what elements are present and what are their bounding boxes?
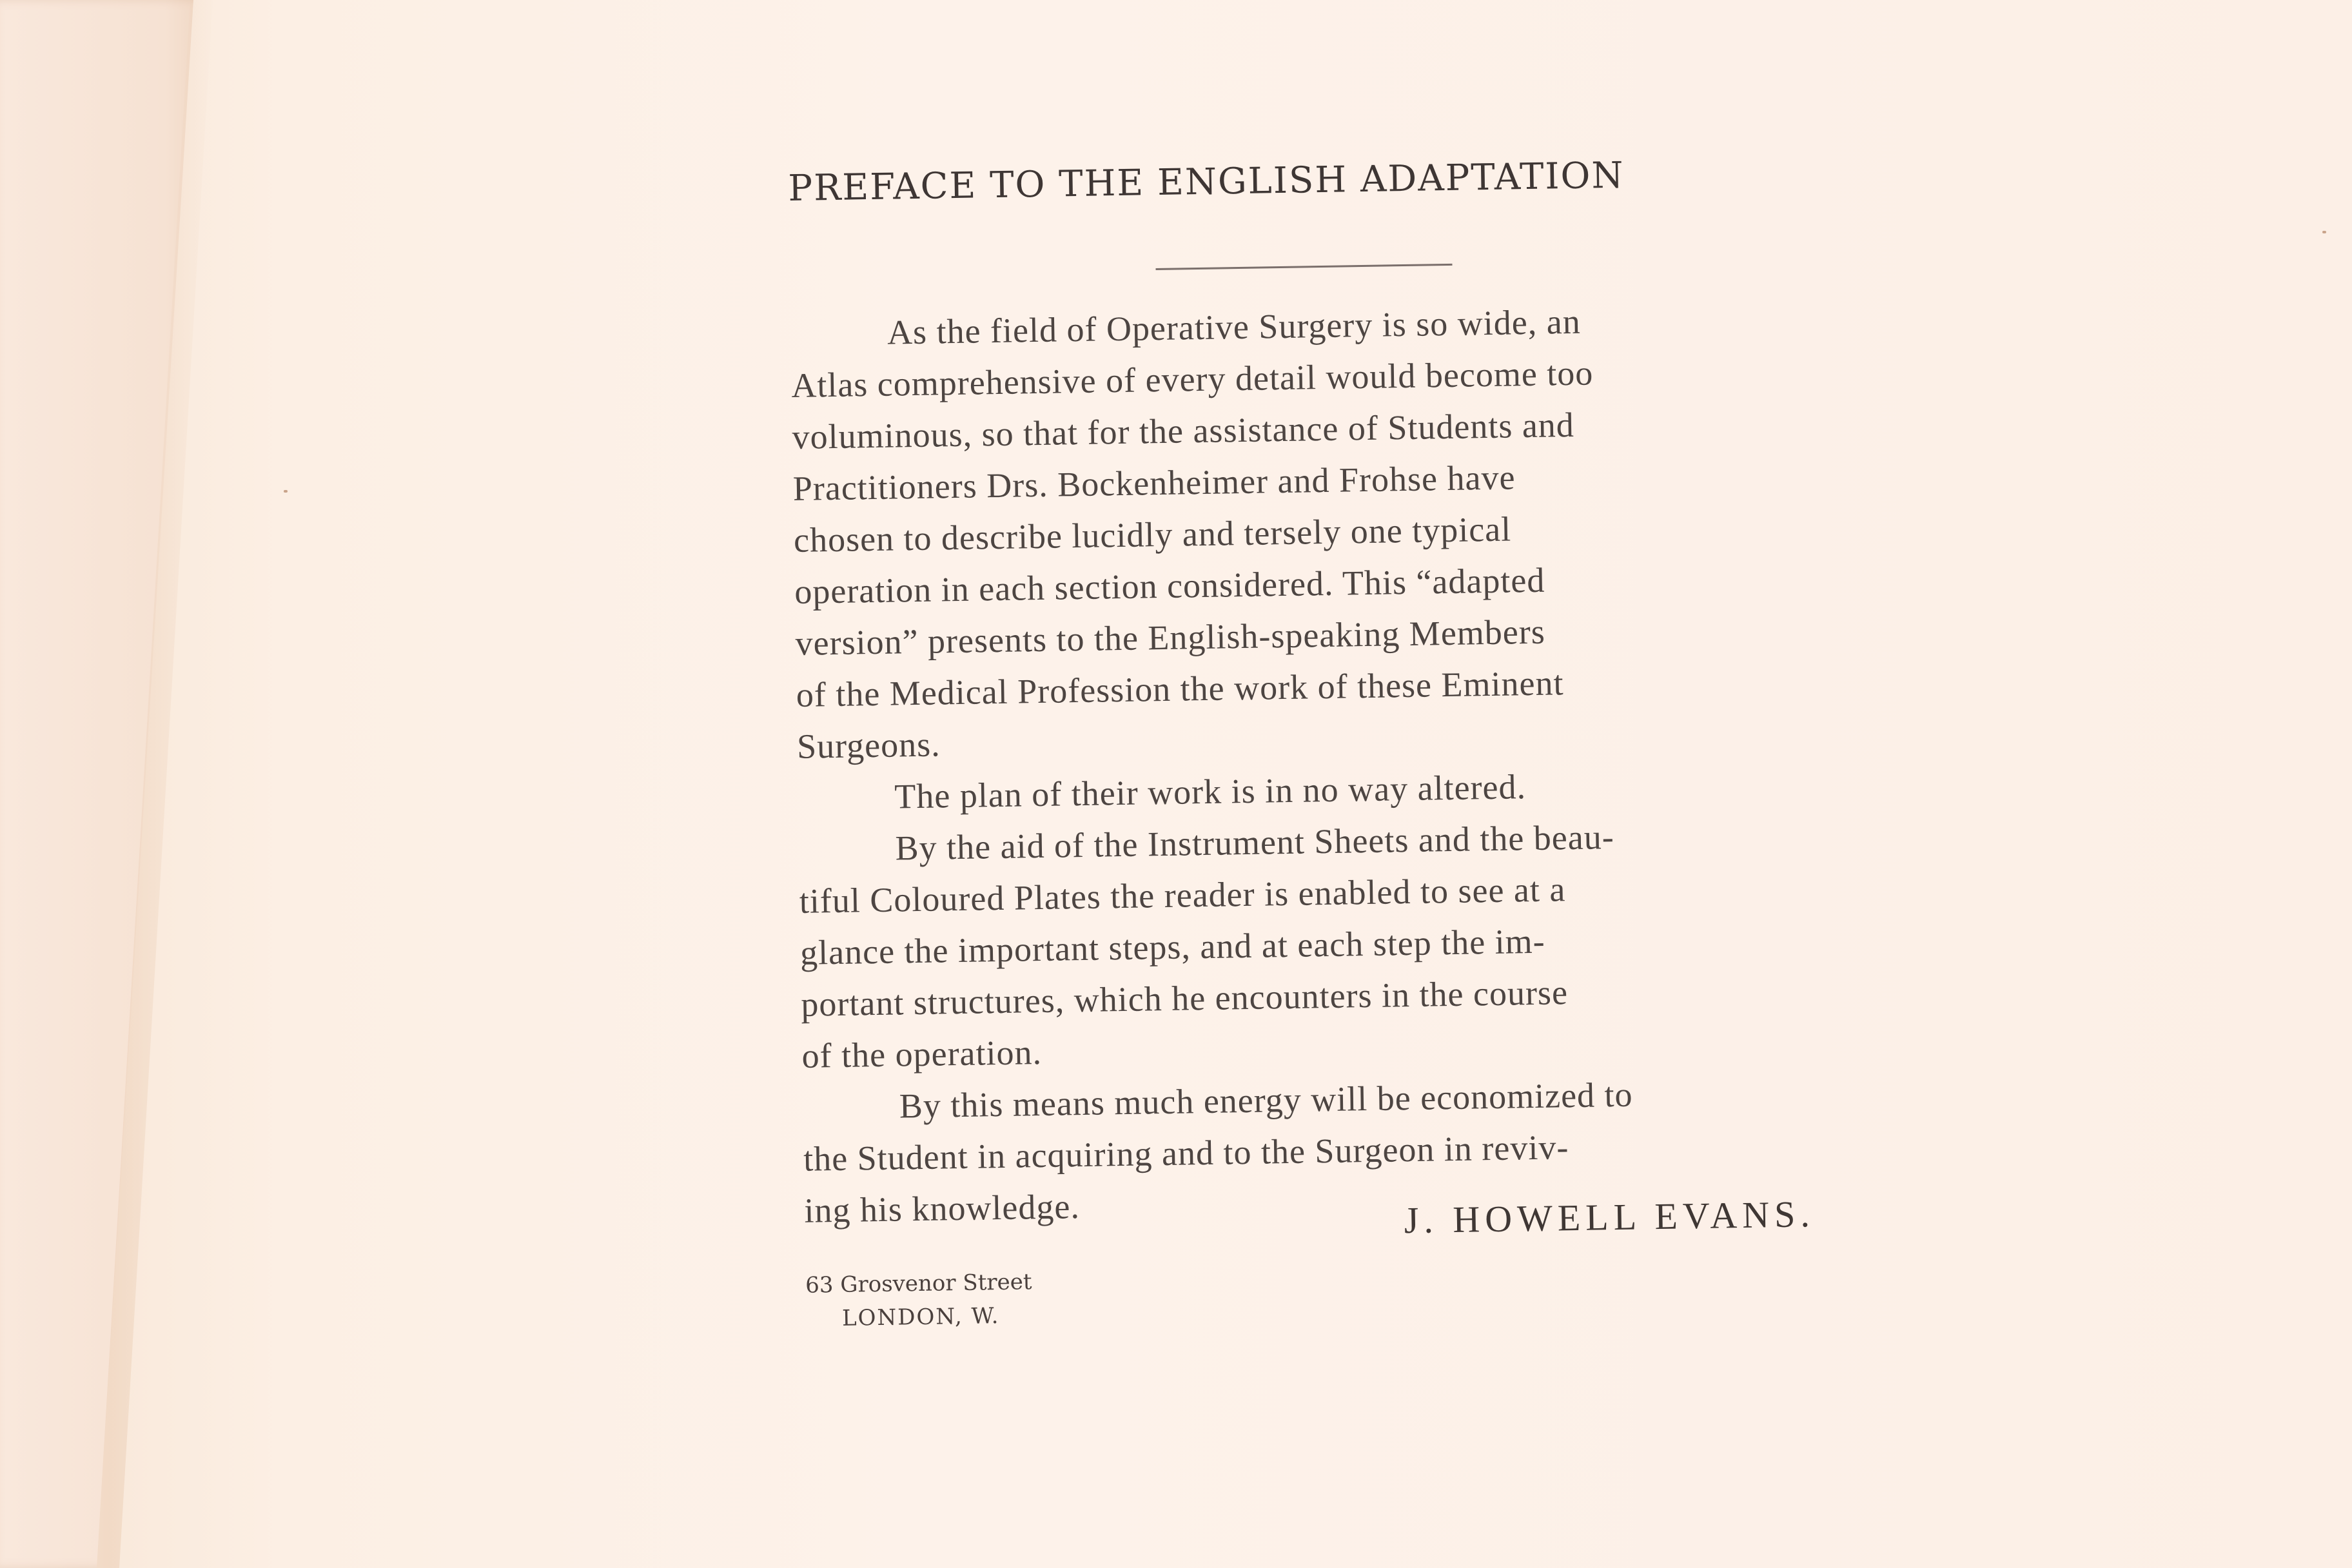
text-line: of the operation. bbox=[801, 1032, 1043, 1075]
text-line: operation in each section considered. This “adapted bbox=[794, 560, 1545, 611]
text-line: As the field of Operative Surgery is so wide, an bbox=[887, 302, 1582, 352]
page-title: PREFACE TO THE ENGLISH ADAPTATION bbox=[788, 154, 1625, 210]
text-line: Atlas comprehensive of every detail would become too bbox=[790, 353, 1594, 405]
text-line: voluminous, so that for the assistance of Students and bbox=[792, 405, 1575, 456]
preface-page bbox=[788, 150, 1954, 1336]
text-line: the Student in acquiring and to the Surgeon in reviv- bbox=[803, 1128, 1569, 1179]
text-line: portant structures, which he encounters in the course bbox=[800, 973, 1569, 1024]
author-signature: J. HOWELL EVANS. bbox=[1404, 1193, 1816, 1242]
text-line: Practitioners Drs. Bockenheimer and Frohse have bbox=[792, 458, 1516, 508]
text-line: tiful Coloured Plates the reader is enabled to see at a bbox=[799, 870, 1566, 921]
text-line: By the aid of the Instrument Sheets and the beau- bbox=[895, 818, 1615, 868]
address-street: 63 Grosvenor Street bbox=[805, 1269, 1032, 1298]
text-line: By this means much energy will be economized to bbox=[899, 1075, 1633, 1126]
paper-speck bbox=[284, 490, 288, 493]
text-line: chosen to describe lucidly and tersely one typical bbox=[793, 509, 1512, 560]
text-line: glance the important steps, and at each step the im- bbox=[799, 921, 1546, 972]
text-line: Surgeons. bbox=[796, 725, 941, 766]
paper-speck bbox=[2322, 231, 2326, 233]
text-line: of the Medical Profession the work of these Eminent bbox=[796, 663, 1564, 714]
text-line: The plan of their work is in no way altered. bbox=[894, 767, 1527, 816]
address-city: LONDON, W. bbox=[841, 1303, 1000, 1331]
text-line: version” presents to the English-speaking Members bbox=[795, 612, 1546, 663]
text-line: ing his knowledge. bbox=[803, 1187, 1081, 1230]
title-divider bbox=[1156, 264, 1453, 270]
preface-body bbox=[790, 290, 1952, 1243]
